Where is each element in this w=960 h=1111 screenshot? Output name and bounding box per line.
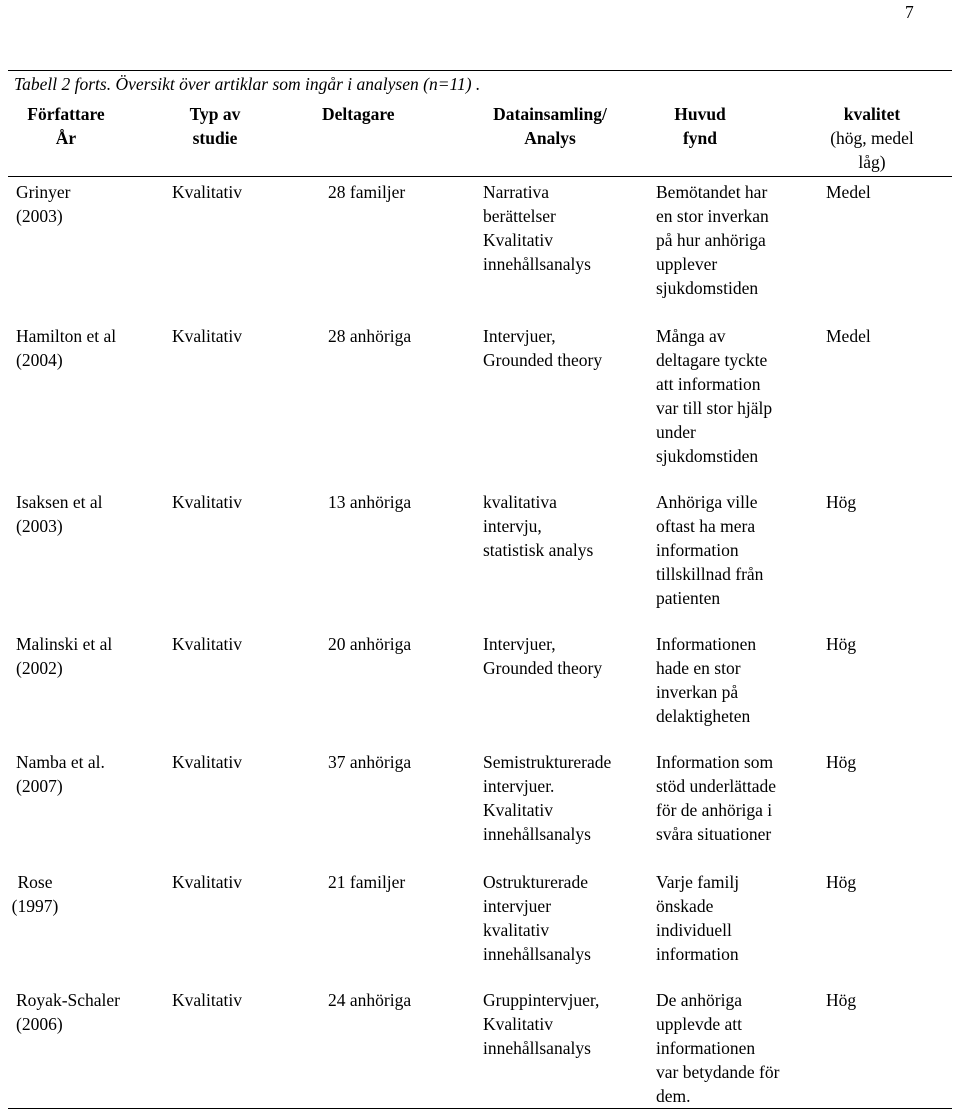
cell-finding: Informationen hade en stor inverkan på delaktigheten [656, 634, 757, 726]
cell-participants: 37 anhöriga [328, 752, 412, 772]
cell-participants: 28 familjer [328, 182, 406, 202]
cell-author: Rose (1997) [11, 872, 59, 916]
cell-participants: 28 anhöriga [328, 326, 412, 346]
cell-participants: 24 anhöriga [328, 990, 412, 1010]
cell-quality: Hög [826, 752, 857, 772]
cell-method: Intervjuer, Grounded theory [483, 326, 603, 370]
cell-quality: Hög [826, 492, 857, 512]
cell-finding: Bemötandet har en stor inverkan på hur anhöriga upplever sjukdomstiden [656, 182, 769, 298]
cell-type: Kvalitativ [172, 492, 242, 512]
cell-author: Namba et al. (2007) [16, 752, 105, 796]
cell-finding: Information som stöd underlättade för de anhöriga i svåra situationer [656, 752, 777, 844]
header-participants: Deltagare [322, 104, 395, 124]
cell-type: Kvalitativ [172, 990, 242, 1010]
cell-author: Isaksen et al (2003) [16, 492, 103, 536]
table-header [0, 102, 960, 174]
cell-participants: 13 anhöriga [328, 492, 412, 512]
cell-participants: 20 anhöriga [328, 634, 412, 654]
header-finding: Huvud fynd [674, 104, 726, 148]
header-author: Författare År [27, 104, 105, 148]
cell-type: Kvalitativ [172, 182, 242, 202]
cell-author: Grinyer (2003) [16, 182, 71, 226]
cell-method: kvalitativa intervju, statistisk analys [483, 492, 594, 560]
cell-quality: Medel [826, 182, 871, 202]
table-caption: Tabell 2 forts. Översikt över artiklar som ingår i analysen (n=11) . [14, 74, 481, 94]
cell-author: Malinski et al (2002) [16, 634, 113, 678]
cell-method: Gruppintervjuer, Kvalitativ innehållsanalys [483, 990, 600, 1058]
cell-finding: De anhöriga upplevde att informationen var betydande för dem. [656, 990, 780, 1106]
cell-type: Kvalitativ [172, 872, 242, 892]
cell-quality: Hög [826, 872, 857, 892]
cell-method: Semistrukturerade intervjuer. Kvalitativ innehållsanalys [483, 752, 612, 844]
table-bottom-rule [8, 1108, 952, 1109]
header-type: Typ av studie [189, 104, 241, 148]
table-top-rule [8, 70, 952, 71]
cell-quality: Medel [826, 326, 871, 346]
cell-type: Kvalitativ [172, 326, 242, 346]
cell-quality: Hög [826, 990, 857, 1010]
cell-participants: 21 familjer [328, 872, 406, 892]
cell-author: Hamilton et al (2004) [16, 326, 117, 370]
cell-finding: Varje familj önskade individuell information [656, 872, 740, 964]
header-rule [8, 176, 952, 177]
cell-quality: Hög [826, 634, 857, 654]
cell-method: Ostrukturerade intervjuer kvalitativ innehållsanalys [483, 872, 591, 964]
header-method: Datainsamling/ Analys [493, 104, 607, 148]
cell-method: Intervjuer, Grounded theory [483, 634, 603, 678]
cell-author: Royak-Schaler (2006) [16, 990, 120, 1034]
cell-finding: Många av deltagare tyckte att information var till stor hjälp under sjukdomstiden [656, 326, 773, 466]
cell-type: Kvalitativ [172, 634, 242, 654]
cell-method: Narrativa berättelser Kvalitativ innehållsanalys [483, 182, 591, 274]
cell-finding: Anhöriga ville oftast ha mera information tillskillnad från patienten [656, 492, 764, 608]
page-number: 7 [905, 2, 914, 22]
cell-type: Kvalitativ [172, 752, 242, 772]
header-quality: kvalitet (hög, medel låg) [830, 104, 914, 172]
